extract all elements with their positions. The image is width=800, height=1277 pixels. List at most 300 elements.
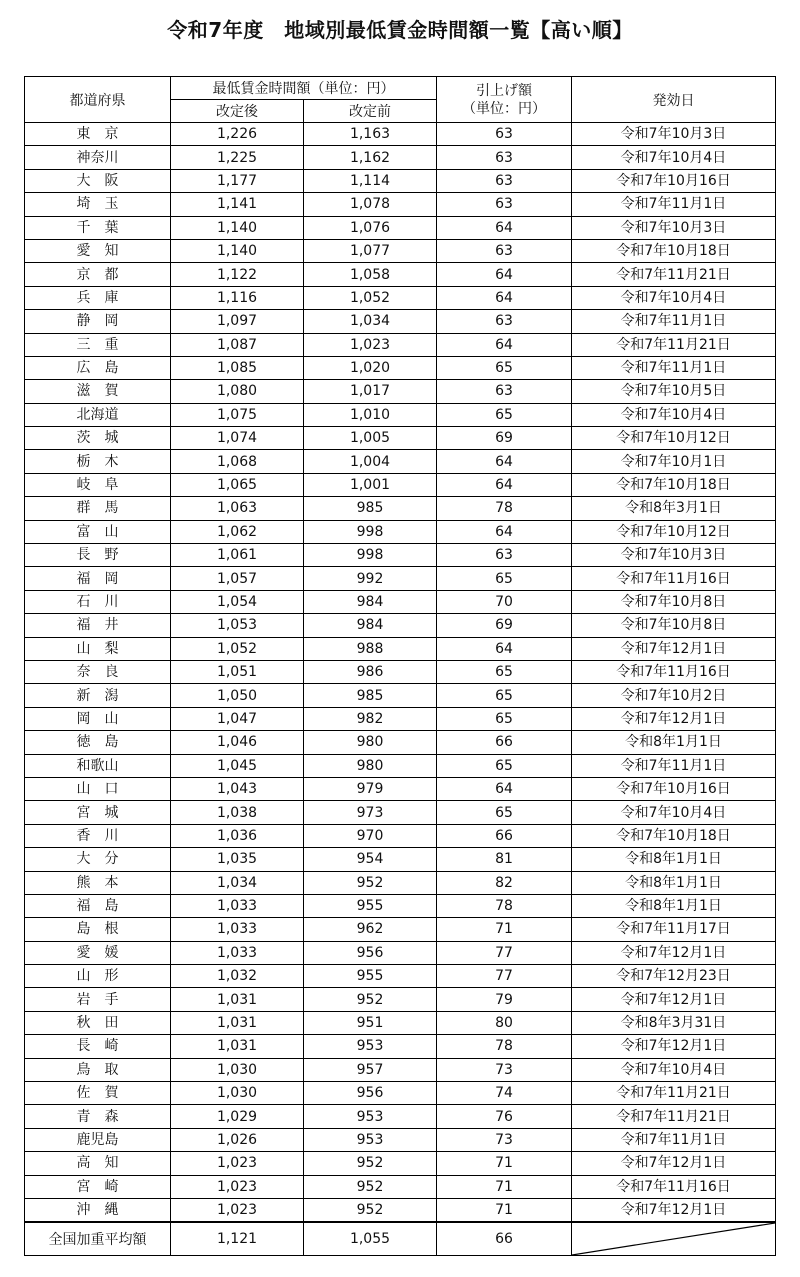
cell-after: 1,032 <box>171 965 304 988</box>
cell-raise: 65 <box>437 660 572 683</box>
cell-after: 1,030 <box>171 1082 304 1105</box>
cell-pref: 佐 賀 <box>25 1082 171 1105</box>
cell-date: 令和7年10月12日 <box>572 520 776 543</box>
cell-before: 1,163 <box>304 123 437 146</box>
cell-date: 令和7年10月3日 <box>572 216 776 239</box>
cell-pref: 岩 手 <box>25 988 171 1011</box>
cell-date: 令和7年10月1日 <box>572 450 776 473</box>
cell-date: 令和7年10月4日 <box>572 146 776 169</box>
table-row <box>25 239 776 262</box>
cell-pref: 山 梨 <box>25 637 171 660</box>
cell-pref: 茨 城 <box>25 427 171 450</box>
header-effective-date: 発効日 <box>572 77 776 123</box>
cell-pref: 千 葉 <box>25 216 171 239</box>
cell-raise: 74 <box>437 1082 572 1105</box>
table-row <box>25 310 776 333</box>
cell-after: 1,226 <box>171 123 304 146</box>
cell-pref: 愛 媛 <box>25 941 171 964</box>
cell-after: 1,033 <box>171 918 304 941</box>
cell-pref: 神奈川 <box>25 146 171 169</box>
cell-date: 令和7年11月16日 <box>572 660 776 683</box>
footer-raise: 66 <box>437 1222 572 1256</box>
cell-date: 令和7年11月21日 <box>572 1082 776 1105</box>
cell-pref: 富 山 <box>25 520 171 543</box>
table-row <box>25 1152 776 1175</box>
footer-date-empty-cell <box>572 1222 776 1256</box>
cell-before: 998 <box>304 520 437 543</box>
cell-before: 982 <box>304 707 437 730</box>
table-row <box>25 590 776 613</box>
cell-date: 令和7年10月4日 <box>572 1058 776 1081</box>
cell-after: 1,177 <box>171 169 304 192</box>
cell-pref: 埼 玉 <box>25 193 171 216</box>
cell-raise: 64 <box>437 286 572 309</box>
cell-before: 980 <box>304 754 437 777</box>
cell-pref: 熊 本 <box>25 871 171 894</box>
cell-pref: 京 都 <box>25 263 171 286</box>
cell-after: 1,033 <box>171 894 304 917</box>
cell-after: 1,225 <box>171 146 304 169</box>
table-row <box>25 1082 776 1105</box>
cell-after: 1,050 <box>171 684 304 707</box>
cell-date: 令和8年3月31日 <box>572 1011 776 1034</box>
cell-pref: 香 川 <box>25 824 171 847</box>
cell-after: 1,033 <box>171 941 304 964</box>
cell-raise: 69 <box>437 427 572 450</box>
cell-after: 1,053 <box>171 614 304 637</box>
cell-before: 956 <box>304 1082 437 1105</box>
cell-date: 令和7年11月1日 <box>572 193 776 216</box>
cell-after: 1,075 <box>171 403 304 426</box>
cell-date: 令和7年10月5日 <box>572 380 776 403</box>
cell-after: 1,116 <box>171 286 304 309</box>
cell-after: 1,046 <box>171 731 304 754</box>
cell-date: 令和7年11月17日 <box>572 918 776 941</box>
table-row <box>25 567 776 590</box>
cell-before: 1,077 <box>304 239 437 262</box>
cell-after: 1,023 <box>171 1175 304 1198</box>
cell-date: 令和7年11月1日 <box>572 356 776 379</box>
cell-date: 令和7年10月2日 <box>572 684 776 707</box>
cell-raise: 65 <box>437 707 572 730</box>
cell-pref: 長 崎 <box>25 1035 171 1058</box>
cell-after: 1,087 <box>171 333 304 356</box>
cell-before: 952 <box>304 1198 437 1222</box>
cell-after: 1,122 <box>171 263 304 286</box>
cell-date: 令和7年10月8日 <box>572 614 776 637</box>
cell-date: 令和7年10月4日 <box>572 403 776 426</box>
cell-date: 令和7年12月1日 <box>572 637 776 660</box>
cell-pref: 青 森 <box>25 1105 171 1128</box>
cell-pref: 高 知 <box>25 1152 171 1175</box>
page-title: 令和7年度 地域別最低賃金時間額一覧【高い順】 <box>167 18 633 42</box>
table-row <box>25 1175 776 1198</box>
cell-after: 1,080 <box>171 380 304 403</box>
cell-raise: 64 <box>437 473 572 496</box>
table-header <box>25 77 776 123</box>
table-body <box>25 123 776 1223</box>
cell-before: 952 <box>304 871 437 894</box>
cell-pref: 岐 阜 <box>25 473 171 496</box>
cell-raise: 64 <box>437 637 572 660</box>
cell-raise: 63 <box>437 169 572 192</box>
cell-pref: 東 京 <box>25 123 171 146</box>
cell-before: 962 <box>304 918 437 941</box>
cell-before: 1,052 <box>304 286 437 309</box>
cell-raise: 63 <box>437 123 572 146</box>
cell-pref: 大 阪 <box>25 169 171 192</box>
cell-before: 956 <box>304 941 437 964</box>
table-row <box>25 1035 776 1058</box>
cell-raise: 78 <box>437 497 572 520</box>
cell-raise: 79 <box>437 988 572 1011</box>
cell-raise: 63 <box>437 310 572 333</box>
cell-pref: 鳥 取 <box>25 1058 171 1081</box>
cell-after: 1,140 <box>171 239 304 262</box>
cell-before: 1,020 <box>304 356 437 379</box>
table-row <box>25 544 776 567</box>
cell-raise: 66 <box>437 824 572 847</box>
table-row <box>25 731 776 754</box>
table-row <box>25 146 776 169</box>
cell-pref: 山 口 <box>25 777 171 800</box>
table-row <box>25 988 776 1011</box>
table-row <box>25 473 776 496</box>
cell-before: 970 <box>304 824 437 847</box>
table-row <box>25 123 776 146</box>
cell-raise: 78 <box>437 1035 572 1058</box>
cell-raise: 65 <box>437 356 572 379</box>
table-row <box>25 403 776 426</box>
cell-date: 令和7年11月1日 <box>572 754 776 777</box>
cell-pref: 福 井 <box>25 614 171 637</box>
cell-raise: 80 <box>437 1011 572 1034</box>
cell-date: 令和7年12月23日 <box>572 965 776 988</box>
cell-raise: 73 <box>437 1128 572 1151</box>
cell-before: 1,023 <box>304 333 437 356</box>
table-row <box>25 333 776 356</box>
cell-pref: 兵 庫 <box>25 286 171 309</box>
cell-date: 令和7年11月16日 <box>572 1175 776 1198</box>
cell-date: 令和7年11月21日 <box>572 333 776 356</box>
cell-after: 1,023 <box>171 1198 304 1222</box>
table-row <box>25 918 776 941</box>
table-row <box>25 216 776 239</box>
cell-date: 令和8年1月1日 <box>572 731 776 754</box>
cell-before: 1,004 <box>304 450 437 473</box>
header-after: 改定後 <box>171 100 304 123</box>
cell-before: 957 <box>304 1058 437 1081</box>
cell-pref: 北海道 <box>25 403 171 426</box>
cell-pref: 群 馬 <box>25 497 171 520</box>
cell-date: 令和7年10月16日 <box>572 169 776 192</box>
table-row <box>25 660 776 683</box>
table-row <box>25 1198 776 1222</box>
cell-after: 1,065 <box>171 473 304 496</box>
cell-before: 979 <box>304 777 437 800</box>
cell-date: 令和7年10月18日 <box>572 239 776 262</box>
cell-after: 1,063 <box>171 497 304 520</box>
cell-raise: 66 <box>437 731 572 754</box>
cell-date: 令和7年11月1日 <box>572 310 776 333</box>
cell-pref: 長 野 <box>25 544 171 567</box>
cell-date: 令和7年11月21日 <box>572 263 776 286</box>
cell-after: 1,057 <box>171 567 304 590</box>
cell-pref: 滋 賀 <box>25 380 171 403</box>
cell-date: 令和7年10月4日 <box>572 286 776 309</box>
cell-raise: 77 <box>437 965 572 988</box>
cell-raise: 63 <box>437 193 572 216</box>
cell-before: 986 <box>304 660 437 683</box>
cell-pref: 福 島 <box>25 894 171 917</box>
cell-before: 951 <box>304 1011 437 1034</box>
table-row <box>25 1128 776 1151</box>
cell-before: 953 <box>304 1035 437 1058</box>
header-before: 改定前 <box>304 100 437 123</box>
table-row <box>25 707 776 730</box>
cell-raise: 69 <box>437 614 572 637</box>
cell-pref: 山 形 <box>25 965 171 988</box>
header-raise: 引上げ額 （単位：円） <box>437 77 572 123</box>
cell-before: 1,010 <box>304 403 437 426</box>
cell-date: 令和7年10月16日 <box>572 777 776 800</box>
header-wage-group: 最低賃金時間額（単位：円） <box>171 77 437 100</box>
cell-date: 令和7年12月1日 <box>572 1198 776 1222</box>
minimum-wage-table <box>24 76 776 1256</box>
cell-before: 953 <box>304 1105 437 1128</box>
footer-label: 全国加重平均額 <box>25 1222 171 1256</box>
cell-pref: 秋 田 <box>25 1011 171 1034</box>
header-prefecture: 都道府県 <box>25 77 171 123</box>
cell-before: 998 <box>304 544 437 567</box>
table-row <box>25 193 776 216</box>
table-footer <box>25 1222 776 1256</box>
cell-after: 1,026 <box>171 1128 304 1151</box>
cell-before: 953 <box>304 1128 437 1151</box>
cell-before: 988 <box>304 637 437 660</box>
table-row <box>25 871 776 894</box>
table-row <box>25 754 776 777</box>
table-row <box>25 637 776 660</box>
cell-pref: 三 重 <box>25 333 171 356</box>
cell-after: 1,052 <box>171 637 304 660</box>
cell-after: 1,062 <box>171 520 304 543</box>
cell-after: 1,038 <box>171 801 304 824</box>
cell-after: 1,023 <box>171 1152 304 1175</box>
cell-date: 令和7年12月1日 <box>572 707 776 730</box>
cell-raise: 63 <box>437 380 572 403</box>
cell-raise: 64 <box>437 450 572 473</box>
cell-raise: 64 <box>437 777 572 800</box>
cell-pref: 徳 島 <box>25 731 171 754</box>
cell-date: 令和7年11月16日 <box>572 567 776 590</box>
cell-date: 令和7年12月1日 <box>572 941 776 964</box>
cell-raise: 65 <box>437 403 572 426</box>
table-row <box>25 263 776 286</box>
cell-before: 984 <box>304 590 437 613</box>
table-row <box>25 824 776 847</box>
table-row <box>25 1058 776 1081</box>
cell-after: 1,061 <box>171 544 304 567</box>
cell-before: 952 <box>304 1175 437 1198</box>
cell-pref: 愛 知 <box>25 239 171 262</box>
cell-after: 1,036 <box>171 824 304 847</box>
cell-pref: 大 分 <box>25 848 171 871</box>
cell-date: 令和7年10月8日 <box>572 590 776 613</box>
cell-raise: 63 <box>437 239 572 262</box>
cell-date: 令和7年12月1日 <box>572 988 776 1011</box>
national-average-row <box>25 1222 776 1256</box>
cell-pref: 宮 崎 <box>25 1175 171 1198</box>
cell-before: 952 <box>304 1152 437 1175</box>
cell-after: 1,051 <box>171 660 304 683</box>
cell-pref: 鹿児島 <box>25 1128 171 1151</box>
cell-after: 1,097 <box>171 310 304 333</box>
table-row <box>25 450 776 473</box>
cell-date: 令和7年11月21日 <box>572 1105 776 1128</box>
cell-pref: 岡 山 <box>25 707 171 730</box>
cell-after: 1,085 <box>171 356 304 379</box>
cell-raise: 71 <box>437 1152 572 1175</box>
cell-before: 1,017 <box>304 380 437 403</box>
cell-date: 令和8年1月1日 <box>572 871 776 894</box>
cell-date: 令和7年10月4日 <box>572 801 776 824</box>
cell-before: 1,076 <box>304 216 437 239</box>
cell-raise: 63 <box>437 544 572 567</box>
cell-date: 令和7年10月3日 <box>572 123 776 146</box>
cell-before: 1,005 <box>304 427 437 450</box>
cell-pref: 宮 城 <box>25 801 171 824</box>
cell-before: 973 <box>304 801 437 824</box>
cell-pref: 島 根 <box>25 918 171 941</box>
cell-before: 992 <box>304 567 437 590</box>
cell-before: 1,162 <box>304 146 437 169</box>
cell-raise: 65 <box>437 684 572 707</box>
cell-pref: 静 岡 <box>25 310 171 333</box>
table-row <box>25 169 776 192</box>
cell-before: 1,114 <box>304 169 437 192</box>
cell-after: 1,034 <box>171 871 304 894</box>
cell-raise: 65 <box>437 567 572 590</box>
cell-raise: 76 <box>437 1105 572 1128</box>
table-row <box>25 1011 776 1034</box>
cell-pref: 広 島 <box>25 356 171 379</box>
cell-after: 1,074 <box>171 427 304 450</box>
cell-before: 955 <box>304 894 437 917</box>
cell-pref: 新 潟 <box>25 684 171 707</box>
cell-raise: 70 <box>437 590 572 613</box>
table-row <box>25 427 776 450</box>
cell-date: 令和8年3月1日 <box>572 497 776 520</box>
cell-after: 1,068 <box>171 450 304 473</box>
cell-before: 984 <box>304 614 437 637</box>
cell-before: 985 <box>304 684 437 707</box>
cell-after: 1,035 <box>171 848 304 871</box>
table-row <box>25 1105 776 1128</box>
cell-before: 1,078 <box>304 193 437 216</box>
cell-raise: 71 <box>437 1175 572 1198</box>
cell-pref: 栃 木 <box>25 450 171 473</box>
cell-date: 令和7年10月12日 <box>572 427 776 450</box>
cell-date: 令和7年10月18日 <box>572 473 776 496</box>
footer-before: 1,055 <box>304 1222 437 1256</box>
cell-after: 1,054 <box>171 590 304 613</box>
footer-after: 1,121 <box>171 1222 304 1256</box>
cell-date: 令和8年1月1日 <box>572 894 776 917</box>
cell-before: 954 <box>304 848 437 871</box>
cell-pref: 和歌山 <box>25 754 171 777</box>
cell-date: 令和7年10月3日 <box>572 544 776 567</box>
cell-after: 1,043 <box>171 777 304 800</box>
cell-before: 985 <box>304 497 437 520</box>
table-row <box>25 614 776 637</box>
cell-after: 1,029 <box>171 1105 304 1128</box>
cell-raise: 64 <box>437 520 572 543</box>
cell-after: 1,141 <box>171 193 304 216</box>
cell-date: 令和7年11月1日 <box>572 1128 776 1151</box>
cell-pref: 石 川 <box>25 590 171 613</box>
cell-raise: 73 <box>437 1058 572 1081</box>
cell-pref: 沖 縄 <box>25 1198 171 1222</box>
table-row <box>25 380 776 403</box>
table-row <box>25 801 776 824</box>
cell-date: 令和7年12月1日 <box>572 1152 776 1175</box>
table-row <box>25 777 776 800</box>
cell-before: 1,034 <box>304 310 437 333</box>
cell-date: 令和8年1月1日 <box>572 848 776 871</box>
table-row <box>25 965 776 988</box>
table-row <box>25 941 776 964</box>
cell-before: 1,001 <box>304 473 437 496</box>
cell-after: 1,140 <box>171 216 304 239</box>
cell-pref: 奈 良 <box>25 660 171 683</box>
cell-after: 1,031 <box>171 1035 304 1058</box>
diagonal-line <box>572 1223 775 1255</box>
table-row <box>25 520 776 543</box>
cell-raise: 64 <box>437 333 572 356</box>
cell-before: 952 <box>304 988 437 1011</box>
cell-after: 1,030 <box>171 1058 304 1081</box>
cell-raise: 82 <box>437 871 572 894</box>
cell-before: 980 <box>304 731 437 754</box>
table-row <box>25 286 776 309</box>
cell-raise: 63 <box>437 146 572 169</box>
cell-after: 1,031 <box>171 1011 304 1034</box>
table-row <box>25 894 776 917</box>
cell-raise: 64 <box>437 216 572 239</box>
table-row <box>25 356 776 379</box>
table-row <box>25 848 776 871</box>
cell-before: 1,058 <box>304 263 437 286</box>
cell-raise: 65 <box>437 754 572 777</box>
cell-after: 1,045 <box>171 754 304 777</box>
cell-after: 1,031 <box>171 988 304 1011</box>
cell-raise: 78 <box>437 894 572 917</box>
cell-raise: 65 <box>437 801 572 824</box>
cell-raise: 77 <box>437 941 572 964</box>
cell-pref: 福 岡 <box>25 567 171 590</box>
cell-before: 955 <box>304 965 437 988</box>
cell-raise: 71 <box>437 918 572 941</box>
cell-raise: 71 <box>437 1198 572 1222</box>
table-row <box>25 497 776 520</box>
cell-date: 令和7年12月1日 <box>572 1035 776 1058</box>
cell-date: 令和7年10月18日 <box>572 824 776 847</box>
cell-raise: 81 <box>437 848 572 871</box>
table-row <box>25 684 776 707</box>
cell-after: 1,047 <box>171 707 304 730</box>
cell-raise: 64 <box>437 263 572 286</box>
